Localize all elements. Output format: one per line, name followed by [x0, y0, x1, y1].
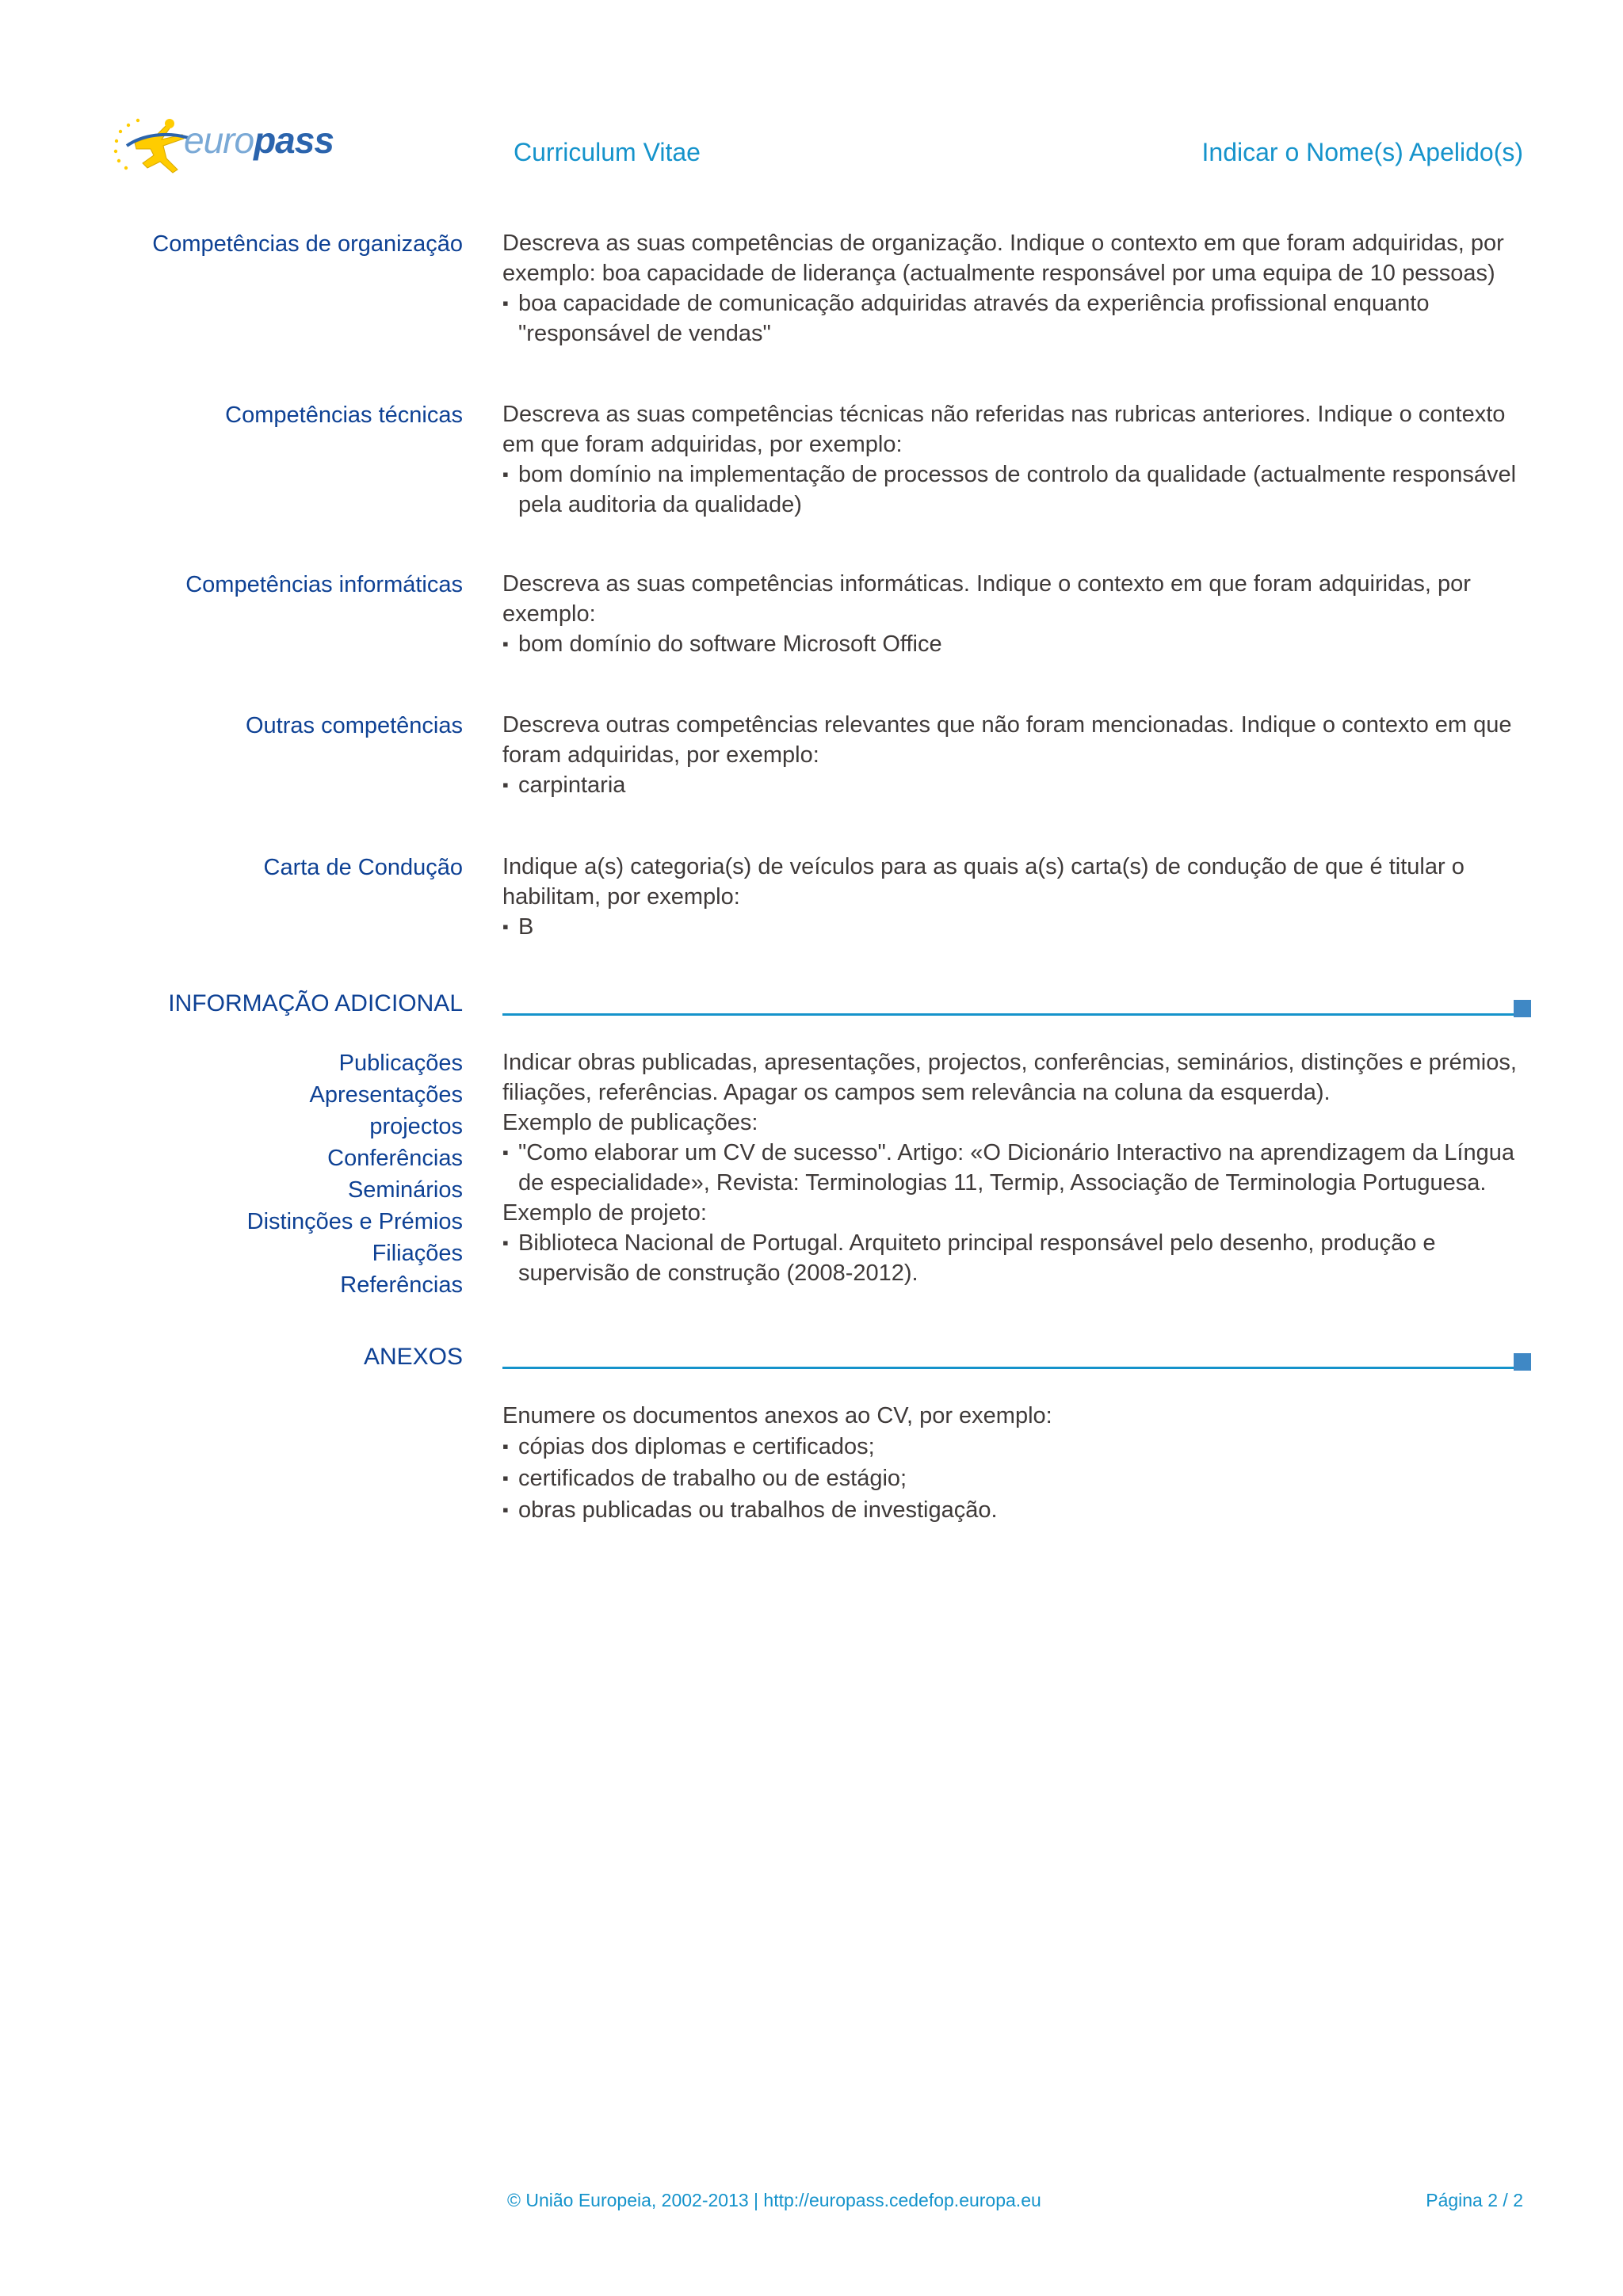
label-references: Referências	[340, 1272, 463, 1298]
additional-info-heading: INFORMAÇÃO ADICIONAL	[168, 990, 463, 1016]
skill-body	[502, 399, 1525, 520]
skill-label: Competências técnicas	[225, 402, 463, 428]
additional-info-labels	[247, 1047, 463, 1301]
skill-label: Carta de Condução	[263, 855, 463, 880]
project-heading: Exemplo de projeto:	[502, 1200, 707, 1226]
skill-body	[502, 228, 1525, 349]
skill-body	[502, 569, 1525, 659]
annexes-intro: Enumere os documentos anexos ao CV, por exemplo:	[502, 1403, 1052, 1428]
additional-info-intro: Indicar obras publicadas, apresentações, projectos, conferências, seminários, distinções e prémios, filiações, referências. Apagar os campos sem relevância na coluna da esquerda).	[502, 1050, 1517, 1105]
skill-label: Competências de organização	[152, 231, 463, 257]
skill-intro: Descreva as suas competências de organização. Indique o contexto em que foram adquiridas, por exemplo: boa capacidade de liderança (actualmente responsável por uma equipa de 10 pessoas)	[502, 231, 1504, 286]
publication-bullet: ▪ "Como elaborar um CV de sucesso". Artigo: «O Dicionário Interactivo na aprendizagem da Língua de especialidade», Revista: Terminologias 11, Termip, Associação de Terminologia Portuguesa.	[502, 1138, 1525, 1198]
skill-label: Outras competências	[245, 713, 463, 738]
skill-bullet: ▪ carpintaria	[502, 770, 1525, 800]
section-square-marker	[1514, 1353, 1531, 1371]
label-seminars: Seminários	[347, 1177, 463, 1203]
annex-bullet: ▪ obras publicadas ou trabalhos de investigação.	[502, 1494, 1525, 1526]
footer-page-number: Página 2 / 2	[1426, 2190, 1523, 2210]
annexes-heading: ANEXOS	[363, 1344, 463, 1370]
skill-body	[502, 710, 1525, 800]
label-conferences: Conferências	[327, 1146, 463, 1171]
skill-bullet: ▪ B	[502, 912, 1525, 942]
logo-text-light: euro	[184, 120, 254, 161]
skill-bullet: ▪ bom domínio do software Microsoft Office	[502, 629, 1525, 659]
skill-bullet: ▪ boa capacidade de comunicação adquiridas através da experiência profissional enquanto "responsável de vendas"	[502, 288, 1525, 349]
label-publications: Publicações	[338, 1051, 463, 1076]
skill-body	[502, 852, 1525, 942]
annex-bullet: ▪ certificados de trabalho ou de estágio;	[502, 1463, 1525, 1494]
skill-intro: Descreva outras competências relevantes que não foram mencionadas. Indique o contexto em que foram adquiridas, por exemplo:	[502, 712, 1512, 768]
section-rule	[502, 1367, 1514, 1369]
name-placeholder: Indicar o Nome(s) Apelido(s)	[1201, 138, 1523, 166]
label-memberships: Filiações	[372, 1241, 463, 1266]
label-presentations: Apresentações	[309, 1082, 463, 1108]
europass-wordmark	[184, 119, 334, 162]
logo-text-bold: pass	[254, 120, 334, 161]
section-square-marker	[1514, 1000, 1531, 1017]
publications-heading: Exemplo de publicações:	[502, 1110, 758, 1135]
skill-bullet: ▪ bom domínio na implementação de processos de controlo da qualidade (actualmente responsável pela auditoria da qualidade)	[502, 460, 1525, 520]
skill-intro: Descreva as suas competências informáticas. Indique o contexto em que foram adquiridas, por exemplo:	[502, 571, 1471, 627]
section-rule	[502, 1013, 1514, 1016]
project-bullet: ▪ Biblioteca Nacional de Portugal. Arquiteto principal responsável pelo desenho, produção e supervisão de construção (2008-2012).	[502, 1228, 1525, 1288]
footer-copyright: © União Europeia, 2002-2013 | http://europass.cedefop.europa.eu	[507, 2190, 1041, 2210]
skill-label: Competências informáticas	[185, 572, 463, 597]
annexes-body	[502, 1401, 1525, 1526]
label-projects: projectos	[369, 1114, 463, 1139]
additional-info-body	[502, 1047, 1525, 1288]
label-honours: Distinções e Prémios	[246, 1209, 463, 1234]
annex-bullet: ▪ cópias dos diplomas e certificados;	[502, 1431, 1525, 1463]
document-title: Curriculum Vitae	[514, 138, 701, 166]
skill-intro: Descreva as suas competências técnicas não referidas nas rubricas anteriores. Indique o contexto em que foram adquiridas, por exemplo:	[502, 402, 1506, 457]
skill-intro: Indique a(s) categoria(s) de veículos para as quais a(s) carta(s) de condução de que é titular o habilitam, por exemplo:	[502, 854, 1465, 910]
